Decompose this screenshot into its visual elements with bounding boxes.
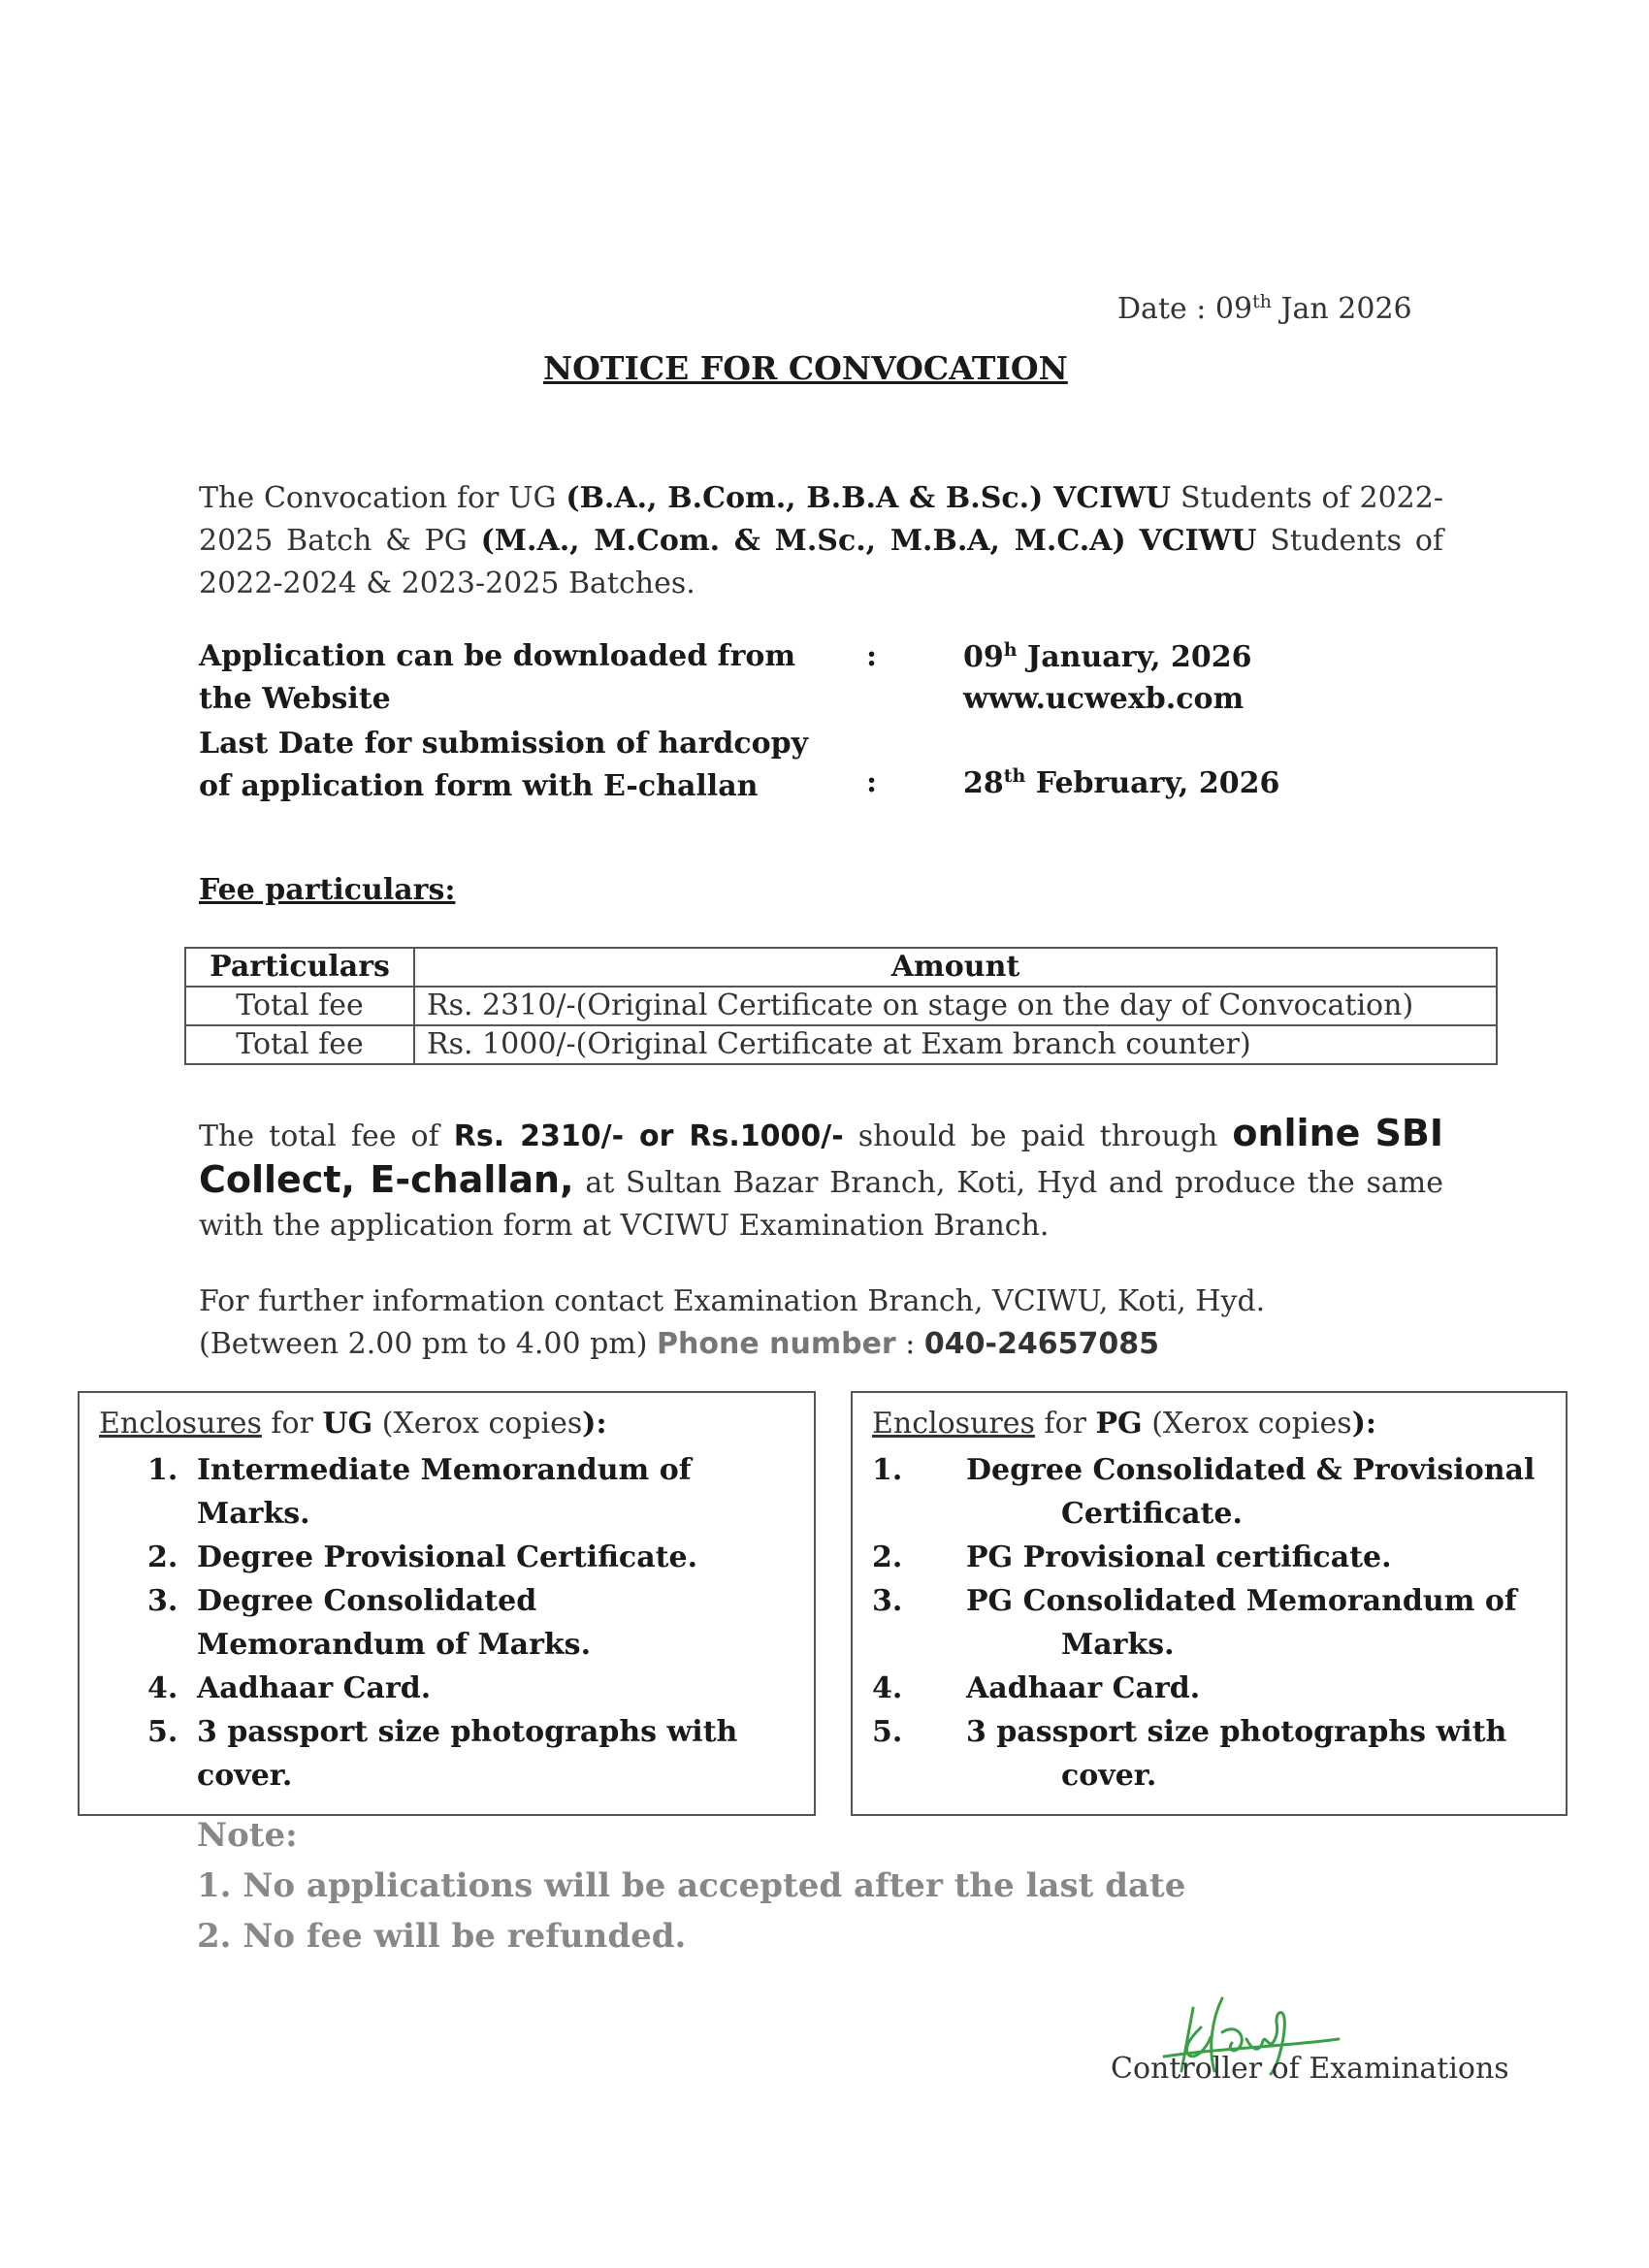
pg-enclosures-box — [851, 1391, 1568, 1816]
list-item: 1. Intermediate Memorandum of Marks. — [147, 1453, 692, 1531]
contact-line: For further information contact Examination Branch, VCIWU, Koti, Hyd. — [199, 1284, 1266, 1318]
fee-amount: Rs. 1000/-(Original Certificate at Exam branch counter) — [414, 1025, 1497, 1064]
fee-table-header — [185, 948, 1497, 987]
page-title: NOTICE FOR CONVOCATION — [543, 349, 1068, 387]
ug-enclosures-heading: Enclosures for UG (Xerox copies): — [99, 1407, 607, 1441]
list-item: 3. PG Consolidated Memorandum of Marks. — [872, 1584, 1517, 1662]
list-item: 5. 3 passport size photographs with cover. — [872, 1715, 1507, 1793]
lastdate-label: Last Date for submission of hardcopy of application form with E-challan — [199, 727, 809, 803]
intro-paragraph: The Convocation for UG (B.A., B.Com., B.B.A & B.Sc.) VCIWU Students of 2022-2025 Batch & PG (M.A., M.Com. & M.Sc., M.B.A, M.C.A) VCIWU Students of 2022-2024 & 2023-2025 Batches. — [199, 481, 1443, 600]
lastdate-colon: : — [866, 765, 878, 799]
note-item: 1. No applications will be accepted after the last date — [197, 1866, 1186, 1905]
website-link[interactable]: www.ucwexb.com — [963, 682, 1245, 716]
ug-enclosures-box — [78, 1391, 816, 1816]
table-row — [185, 1025, 1497, 1064]
col-particulars: Particulars — [185, 948, 414, 987]
list-item: 4. Aadhaar Card. — [147, 1671, 432, 1705]
fee-table — [184, 947, 1498, 1065]
note-heading: Note: — [197, 1816, 298, 1855]
download-label: Application can be downloaded from the Website — [199, 639, 796, 716]
table-row — [185, 987, 1497, 1025]
col-amount: Amount — [414, 948, 1497, 987]
payment-paragraph: The total fee of Rs. 2310/- or Rs.1000/- should be paid through online SBI Collect, E-challan, at Sultan Bazar Branch, Koti, Hyd and produce the same with the application form at VCIWU Examination Branch. — [199, 1112, 1443, 1243]
note-item: 2. No fee will be refunded. — [197, 1917, 687, 1956]
contact-hours: (Between 2.00 pm to 4.00 pm) Phone number : 040-24657085 — [199, 1327, 1159, 1361]
pg-enclosures-list — [872, 1448, 1551, 1798]
list-item: 5. 3 passport size photographs with cover. — [147, 1715, 738, 1793]
list-item: 4. Aadhaar Card. — [872, 1671, 1201, 1705]
list-item: 2. Degree Provisional Certificate. — [147, 1540, 698, 1574]
signatory-title: Controller of Examinations — [1111, 2052, 1509, 2086]
pg-enclosures-heading: Enclosures for PG (Xerox copies): — [872, 1407, 1376, 1441]
download-colon: : — [866, 639, 878, 673]
list-item: 1. Degree Consolidated & Provisional Certificate. — [872, 1453, 1536, 1531]
list-item: 2. PG Provisional certificate. — [872, 1540, 1392, 1574]
download-date: 09$^h$ January, 2026 — [963, 639, 1252, 674]
phone-number: 040-24657085 — [923, 1327, 1159, 1361]
fee-heading: Fee particulars: — [199, 873, 456, 907]
phone-label: Phone number — [657, 1327, 896, 1361]
last-date: 28th February, 2026 — [963, 765, 1280, 800]
list-item: 3. Degree Consolidated Memorandum of Marks. — [147, 1584, 592, 1662]
ug-enclosures-list — [147, 1448, 768, 1798]
fee-particular: Total fee — [185, 987, 414, 1025]
contact-paragraph — [199, 1280, 1443, 1366]
fee-particular: Total fee — [185, 1025, 414, 1064]
notice-date: Date : 09th Jan 2026 — [1117, 291, 1412, 326]
fee-amount: Rs. 2310/-(Original Certificate on stage on the day of Convocation) — [414, 987, 1497, 1025]
